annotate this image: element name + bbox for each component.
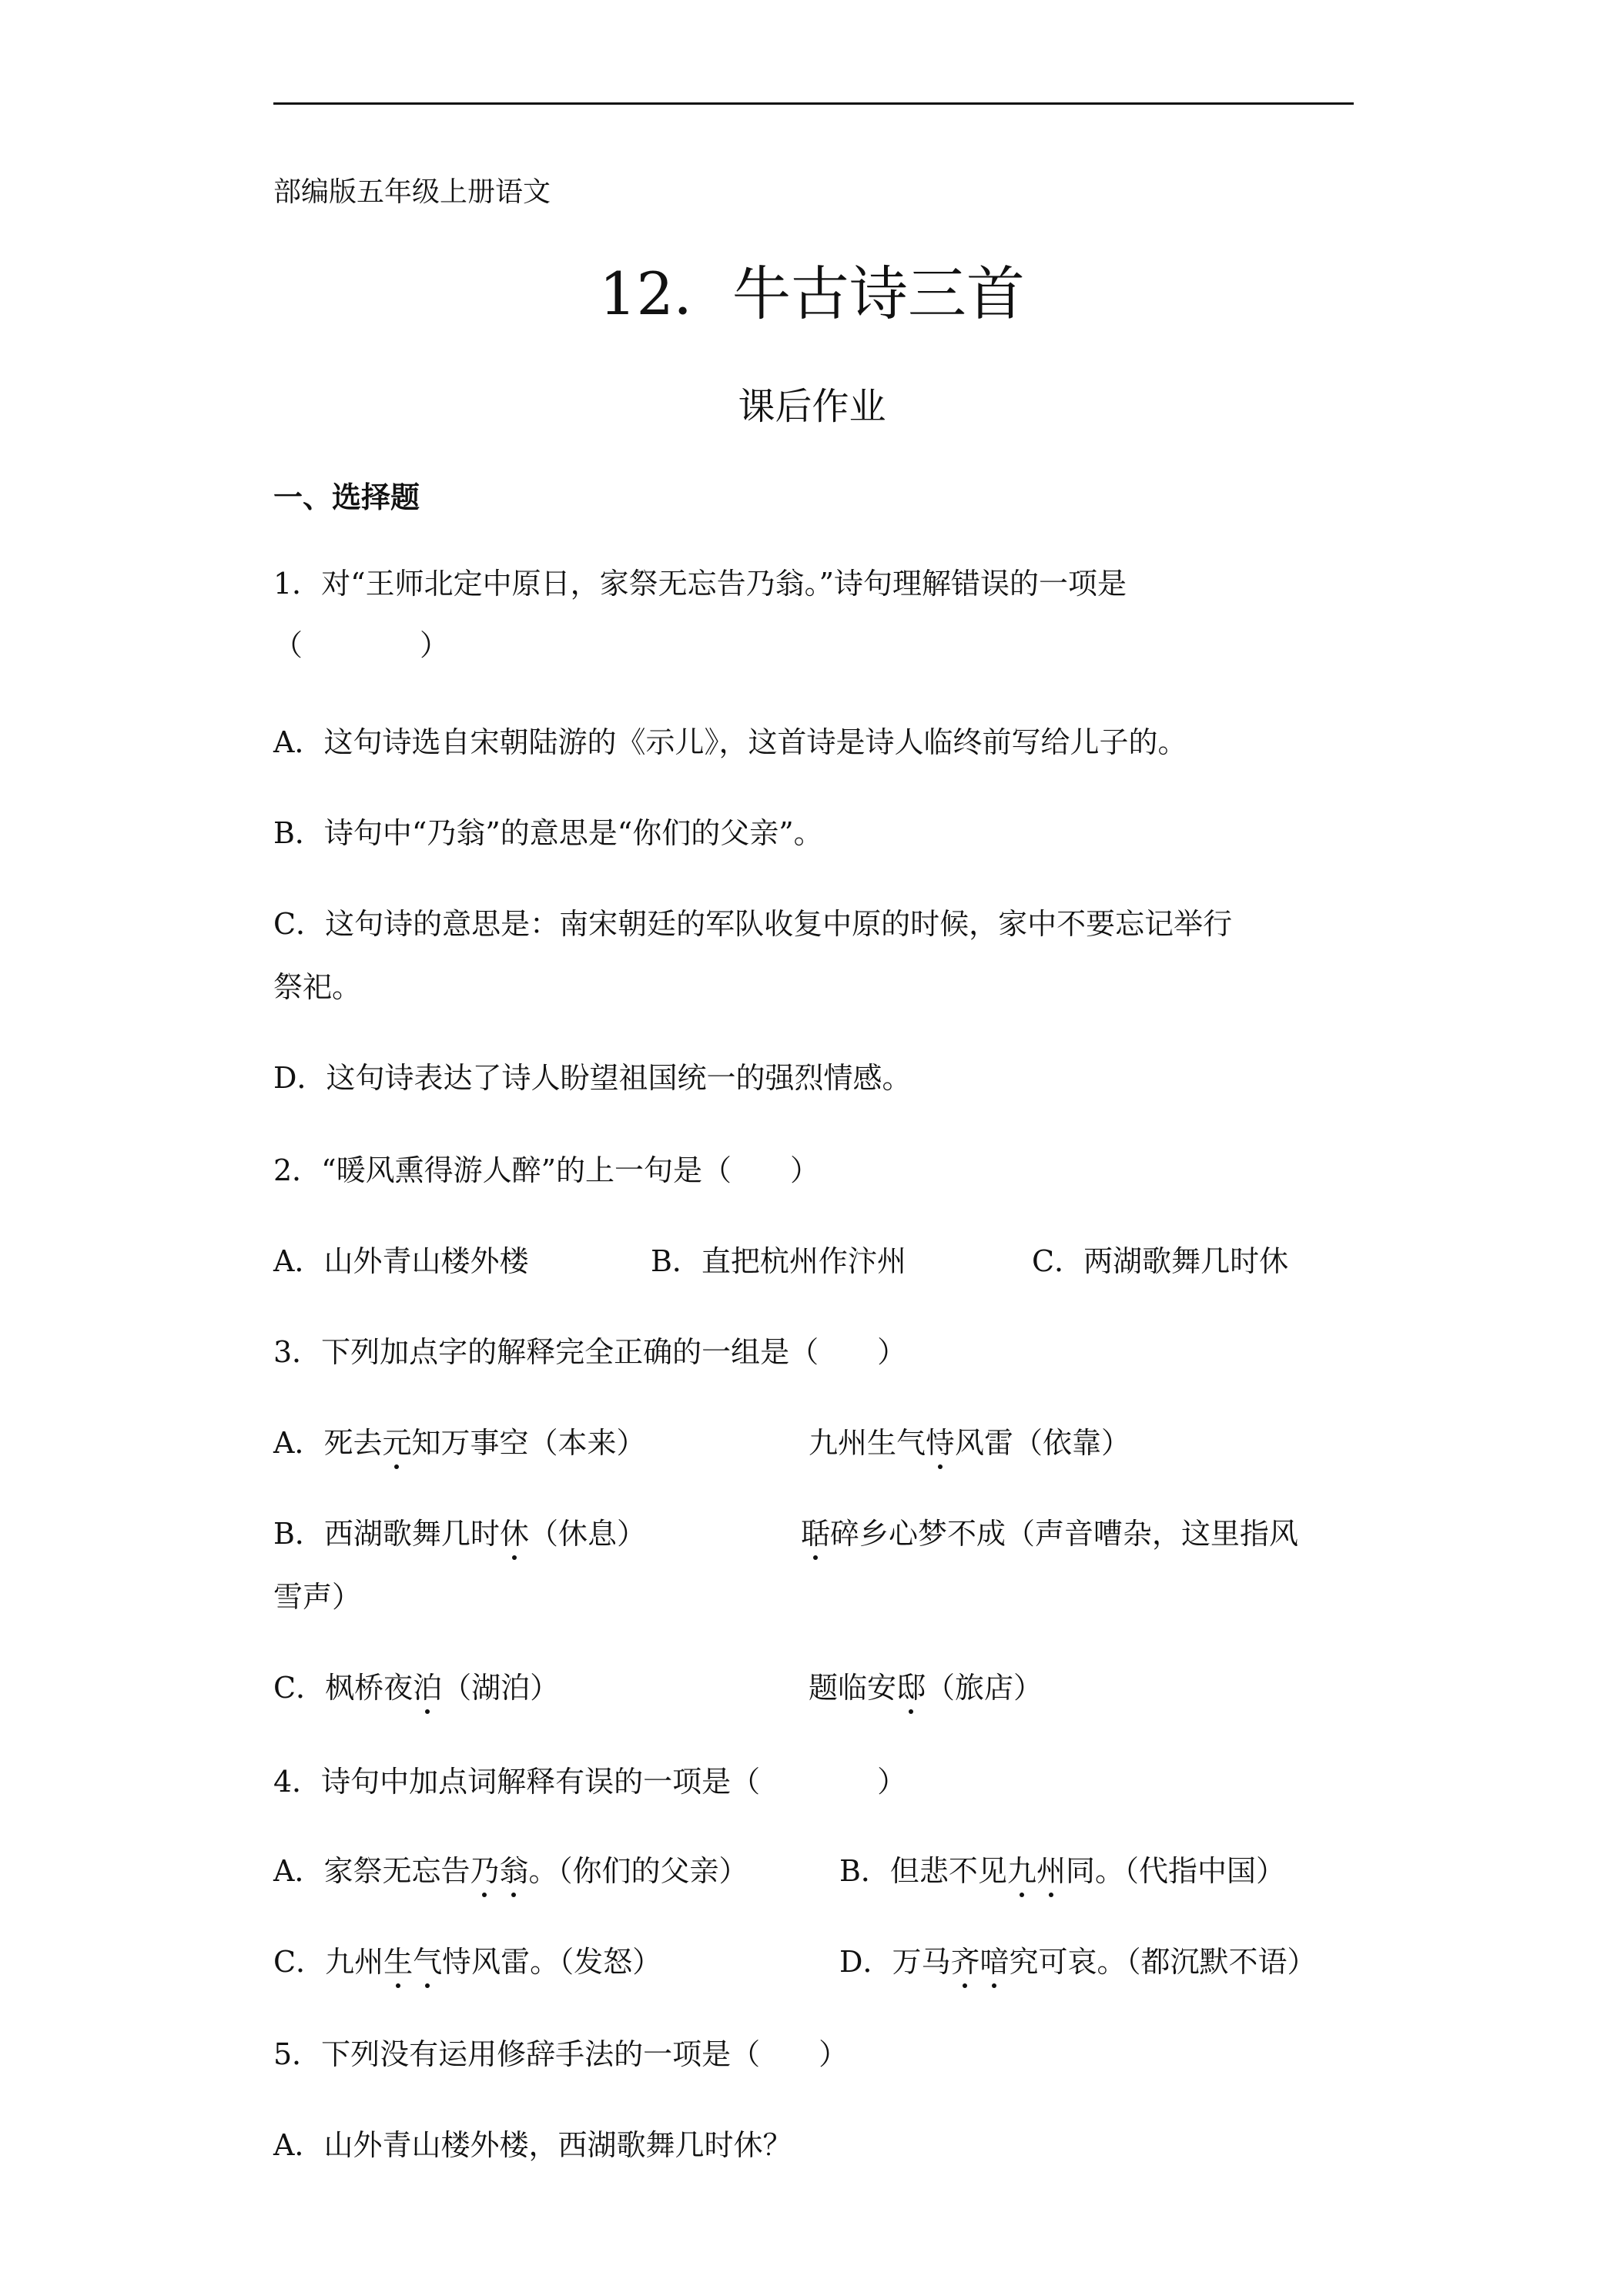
question-1-answer-blank: （ ） <box>273 628 450 662</box>
question-2-option-b: B．直把杭州作汴州 <box>651 1244 906 1278</box>
question-5-stem: 5．下列没有运用修辞手法的一项是（ ） <box>273 2037 849 2071</box>
question-1-option-a: A．这句诗选自宋朝陆游的《示儿》，这首诗是诗人临终前写给儿子的。 <box>273 725 1187 759</box>
question-3-option-a-part1: A．死去元知万事空（本来） <box>273 1426 646 1460</box>
question-5-option-a: A．山外青山楼外楼，西湖歌舞几时休？ <box>273 2128 792 2162</box>
book-label: 部编版五年级上册语文 <box>273 176 551 208</box>
dotted-char: 休 <box>499 1517 529 1551</box>
dotted-char: 喑 <box>979 1945 1010 1979</box>
header-rule <box>273 102 1354 105</box>
question-2-stem: 2．“暖风熏得游人醉”的上一句是（ ） <box>273 1153 820 1187</box>
question-4-option-a: A．家祭无忘告乃翁。（你们的父亲） <box>273 1854 748 1888</box>
lesson-subtitle: 课后作业 <box>738 385 886 428</box>
question-3-option-b-continued: 雪声） <box>273 1580 362 1614</box>
question-2-option-c: C．两湖歌舞几时休 <box>1032 1244 1289 1278</box>
question-4-stem: 4．诗句中加点词解释有误的一项是（ ） <box>273 1765 907 1799</box>
dotted-char: 九 <box>1006 1854 1036 1888</box>
dotted-char: 翁 <box>499 1854 529 1888</box>
dotted-char: 泊 <box>413 1671 443 1705</box>
question-4-option-b: B．但悲不见九州同。（代指中国） <box>839 1854 1285 1888</box>
dotted-char: 齐 <box>950 1945 980 1979</box>
dotted-char: 元 <box>382 1426 412 1460</box>
question-3-option-c-part2: 题临安邸（旅店） <box>809 1671 1043 1705</box>
question-1-option-b: B．诗句中“乃翁”的意思是“你们的父亲”。 <box>273 816 823 850</box>
dotted-char: 生 <box>383 1945 414 1979</box>
question-4-option-d: D．万马齐喑究可哀。（都沉默不语） <box>839 1945 1317 1979</box>
section-heading-choice: 一、选择题 <box>273 480 420 514</box>
question-1-option-c-continued: 祭祀。 <box>273 970 362 1004</box>
dotted-char: 州 <box>1036 1854 1066 1888</box>
question-1-option-c: C．这句诗的意思是：南宋朝廷的军队收复中原的时候，家中不要忘记举行 <box>273 907 1233 941</box>
question-1-stem: 1．对“王师北定中原日，家祭无忘告乃翁。”诗句理解错误的一项是 <box>273 567 1127 601</box>
question-4-option-c: C．九州生气恃风雷。（发怒） <box>273 1945 662 1979</box>
question-2-option-a: A．山外青山楼外楼 <box>273 1244 529 1278</box>
question-3-option-c-part1: C．枫桥夜泊（湖泊） <box>273 1671 560 1705</box>
question-3-option-a-part2: 九州生气恃风雷（依靠） <box>809 1426 1131 1460</box>
dotted-char: 恃 <box>926 1426 956 1460</box>
dotted-char: 气 <box>413 1945 443 1979</box>
question-1-option-d: D．这句诗表达了诗人盼望祖国统一的强烈情感。 <box>273 1061 912 1095</box>
question-3-option-b-part2: 聒碎乡心梦不成（声音嘈杂，这里指风 <box>801 1517 1299 1551</box>
question-3-stem: 3．下列加点字的解释完全正确的一组是（ ） <box>273 1335 907 1369</box>
dotted-char: 乃 <box>470 1854 500 1888</box>
lesson-title: 12．牛古诗三首 <box>599 259 1025 328</box>
dotted-char: 邸 <box>896 1671 926 1705</box>
question-3-option-b-part1: B．西湖歌舞几时休（休息） <box>273 1517 646 1551</box>
dotted-char: 聒 <box>801 1517 831 1551</box>
